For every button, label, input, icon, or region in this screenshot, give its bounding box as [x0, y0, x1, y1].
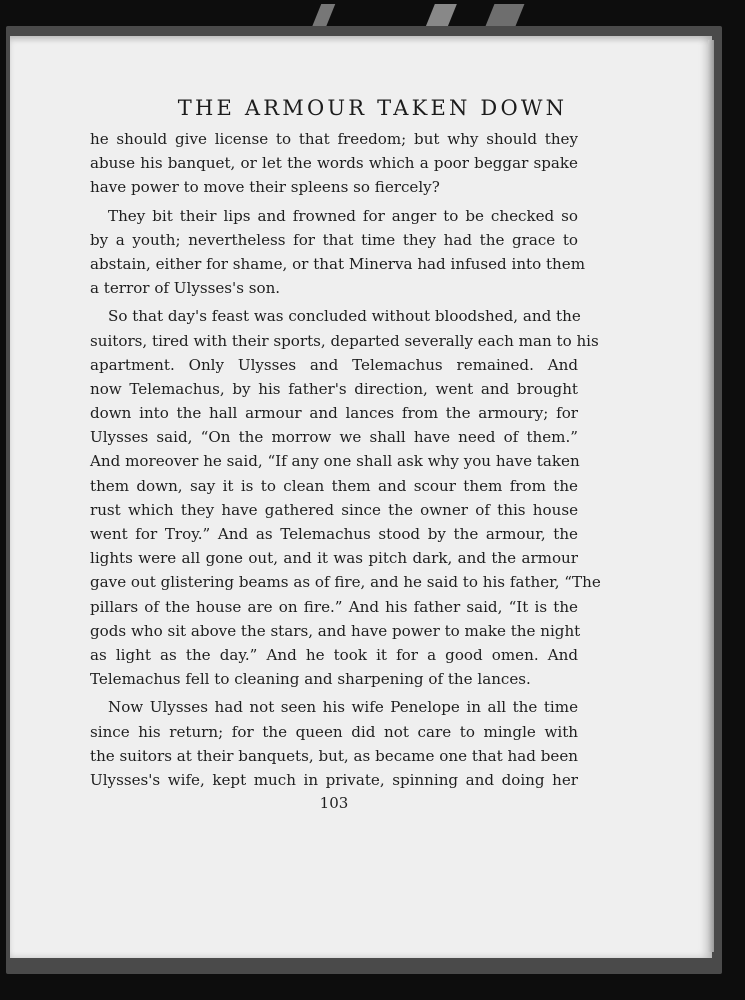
- text-line: Telemachus fell to cleaning and sharpening of the lances.: [90, 670, 531, 689]
- text-line: he should give license to that freedom; but why should they: [90, 130, 578, 148]
- text-line: suitors, tired with their sports, departed severally each man to his: [90, 331, 599, 350]
- text-line: went for Troy.” And as Telemachus stood by the armour, the: [90, 525, 578, 543]
- page-number: 103: [319, 794, 349, 812]
- running-head: THE ARMOUR TAKEN DOWN: [177, 96, 568, 120]
- paragraph: [90, 204, 586, 301]
- text-line: gave out glistering beams as of fire, and he said to his father, “The: [90, 573, 601, 592]
- text-line: the suitors at their banquets, but, as became one that had been: [90, 746, 578, 765]
- text-line: pillars of the house are on fire.” And his father said, “It is the: [90, 597, 578, 616]
- text-line: lights were all gone out, and it was pitch dark, and the armour: [90, 549, 578, 568]
- text-line: So that day's feast was concluded without bloodshed, and the: [108, 307, 581, 326]
- page-tab: [486, 4, 525, 26]
- text-line: a terror of Ulysses's son.: [90, 279, 281, 298]
- text-line: them down, say it is to clean them and scour them from the: [90, 476, 578, 495]
- text-line: gods who sit above the stars, and have power to make the night: [90, 621, 581, 640]
- text-line: since his return; for the queen did not care to mingle with: [90, 722, 578, 741]
- paragraph: [90, 695, 578, 792]
- text-line: apartment. Only Ulysses and Telemachus remained. And: [90, 355, 578, 374]
- text-line: by a youth; nevertheless for that time they had the grace to: [90, 230, 578, 249]
- text-line: They bit their lips and frowned for anger to be checked so: [108, 206, 578, 225]
- text-line: rust which they have gathered since the owner of this house: [90, 500, 578, 519]
- text-line: have power to move their spleens so fiercely?: [90, 178, 440, 197]
- text-line: And moreover he said, “If any one shall ask why you have taken: [90, 452, 580, 471]
- text-line: abuse his banquet, or let the words which a poor beggar spake: [90, 154, 578, 173]
- text-line: as light as the day.” And he took it for a good omen. And: [90, 645, 578, 664]
- text-line: abstain, either for shame, or that Minerva had infused into them: [90, 254, 586, 273]
- text-line: Ulysses said, “On the morrow we shall have need of them.”: [90, 428, 578, 447]
- page-tab: [425, 4, 457, 28]
- paragraph: [90, 127, 578, 200]
- text-line: Ulysses's wife, kept much in private, spinning and doing her: [90, 770, 578, 789]
- page-edge: [708, 40, 714, 952]
- text-line: down into the hall armour and lances from the armoury; for: [90, 404, 578, 423]
- body-text: [90, 127, 601, 792]
- text-line: Now Ulysses had not seen his wife Penelope in all the time: [108, 698, 578, 717]
- text-line: now Telemachus, by his father's direction, went and brought: [90, 379, 578, 398]
- paragraph: [90, 304, 601, 691]
